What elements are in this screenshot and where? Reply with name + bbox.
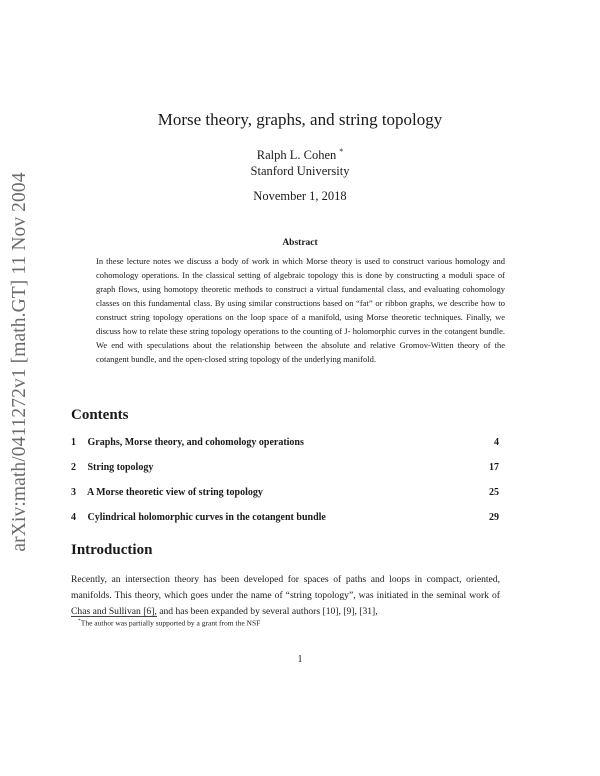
arxiv-id: arXiv:math/0411272v1 [math.GT] 11 Nov 2004 xyxy=(9,172,30,552)
toc-entry-number: 2 xyxy=(71,462,76,473)
toc-entry[interactable] xyxy=(71,437,499,448)
toc-entry-page[interactable]: 25 xyxy=(489,487,499,498)
toc-entry[interactable] xyxy=(71,462,499,473)
toc-entry-number: 1 xyxy=(71,437,76,448)
footnote-text: The author was partially supported by a grant from the NSF xyxy=(80,618,261,628)
toc-entry-page[interactable]: 17 xyxy=(489,462,499,473)
toc-entry[interactable] xyxy=(71,487,499,498)
footnote-mark: * xyxy=(78,618,81,624)
footnote-rule xyxy=(71,616,157,617)
affiliation: Stanford University xyxy=(250,164,350,178)
date: November 1, 2018 xyxy=(253,189,347,203)
toc-entry[interactable] xyxy=(71,512,499,523)
author-name: Ralph L. Cohen xyxy=(256,148,337,163)
page-number: 1 xyxy=(297,654,303,665)
toc-entry-number: 4 xyxy=(71,512,76,523)
author-line xyxy=(60,147,540,163)
contents-heading: Contents xyxy=(71,407,129,423)
introduction-heading: Introduction xyxy=(71,542,153,558)
footnote xyxy=(78,618,260,628)
introduction-text: Recently, an intersection theory has been developed for spaces of paths and loops in compact, oriented, manifolds. This theory, which goes under the name of “string topology”, was initiated in the seminal work of Chas and Sullivan [6], and has been expanded by several authors [10], [9], [31], xyxy=(71,574,500,617)
arxiv-stamp xyxy=(0,0,40,776)
paper-title: Morse theory, graphs, and string topology xyxy=(157,110,443,129)
toc-entry-page[interactable]: 4 xyxy=(494,437,499,448)
abstract-heading: Abstract xyxy=(282,238,318,248)
toc-entry-title[interactable]: String topology xyxy=(87,462,154,473)
toc-entry-number: 3 xyxy=(71,487,76,498)
toc-entry-title[interactable]: A Morse theoretic view of string topology xyxy=(86,487,263,498)
abstract-text: In these lecture notes we discuss a body of work in which Morse theory is used to construct various homology and cohomology operations. In the classical setting of algebraic topology this is done by constructing a moduli space of graph flows, using homotopy theoretic methods to construct a virtual fundamental class, and evaluating cohomology classes on this fundamental class. By using similar constructions based on “fat” or ribbon graphs, we describe how to construct string topology operations on the loop space of a manifold, using Morse theoretic techniques. Finally, we discuss how to relate these string topology operations to the counting of J- holomorphic curves in the cotangent bundle. We end with speculations about the relationship between the absolute and relative Gromov-Witten theory of the cotangent bundle, and the open-closed string topology of the underlying manifold. xyxy=(96,256,505,364)
toc-entry-title[interactable]: Cylindrical holomorphic curves in the cotangent bundle xyxy=(87,512,326,523)
toc-entry-title[interactable]: Graphs, Morse theory, and cohomology operations xyxy=(87,437,304,448)
toc-entry-page[interactable]: 29 xyxy=(489,512,499,523)
author-footnote-mark: * xyxy=(339,147,344,156)
